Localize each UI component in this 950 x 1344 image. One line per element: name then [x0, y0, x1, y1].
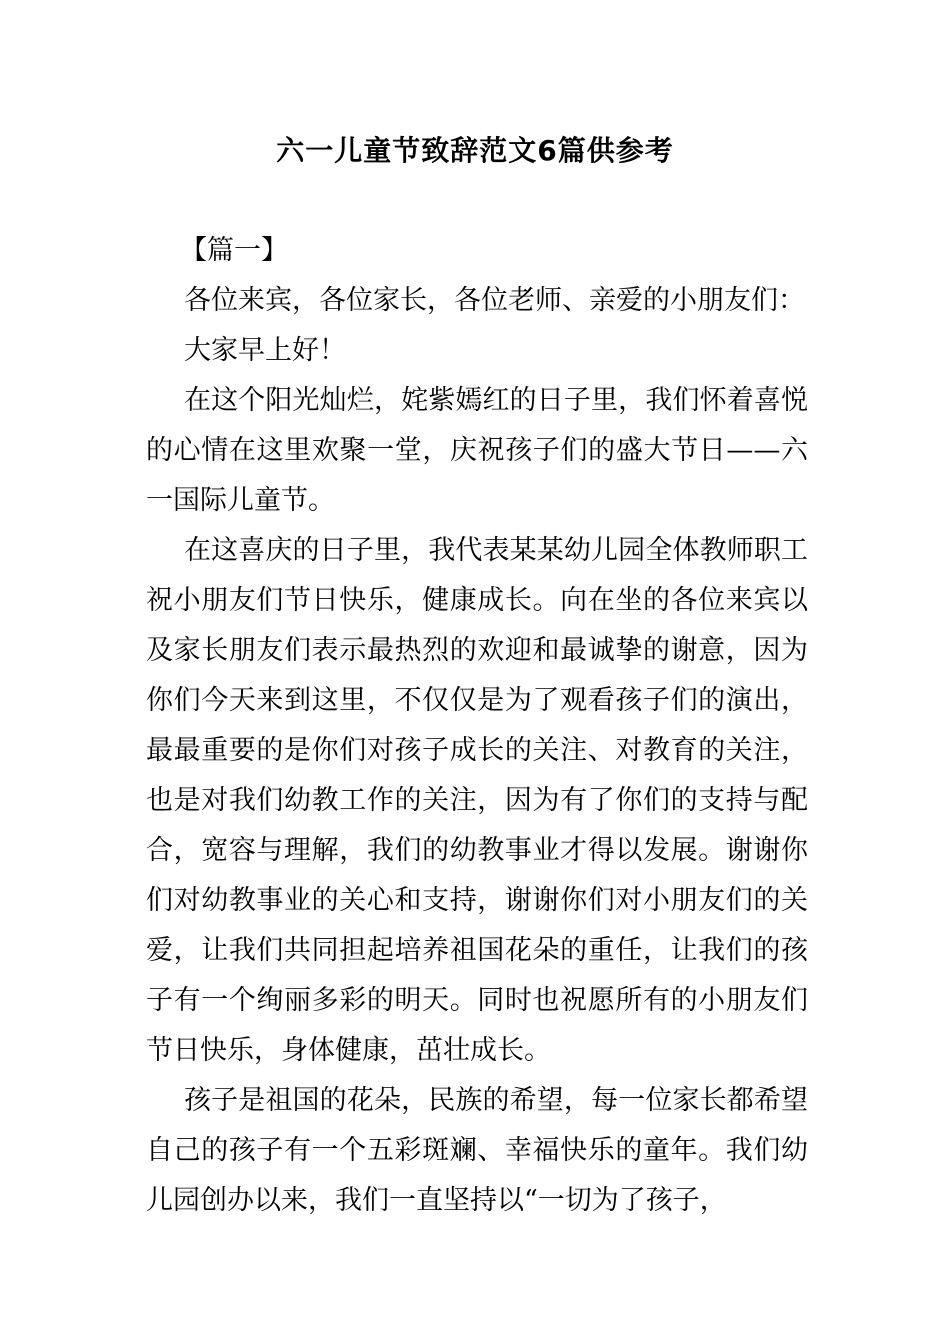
- paragraph-opening: 在这个阳光灿烂，姹紫嫣红的日子里，我们怀着喜悦的心情在这里欢聚一堂，庆祝孩子们的盛大节日——六一国际儿童节。: [146, 385, 808, 516]
- paragraph-thanks: 在这喜庆的日子里，我代表某某幼儿园全体教师职工祝小朋友们节日快乐，健康成长。向在坐的各位来宾以及家长朋友们表示最热烈的欢迎和最诚挚的谢意，因为你们今天来到这里，不仅仅是为了观看孩子们的演出，最最重要的是你们对孩子成长的关注、对教育的关注，也是对我们幼教工作的关注，因为有了你们的支持与配合，宽容与理解，我们的幼教事业才得以发展。谢谢你们对幼教事业的关心和支持，谢谢你们对小朋友们的关爱，让我们共同担起培养祖国花朵的重任，让我们的孩子有一个绚丽多彩的明天。同时也祝愿所有的小朋友们节日快乐，身体健康，茁壮成长。: [146, 535, 808, 1066]
- paragraph-greeting: 大家早上好！: [184, 335, 346, 366]
- document-title: 六一儿童节致辞范文6篇供参考: [276, 134, 674, 167]
- paragraph-children: 孩子是祖国的花朵，民族的希望，每一位家长都希望自己的孩子有一个五彩斑斓、幸福快乐的童年。我们幼儿园创办以来，我们一直坚持以“一切为了孩子，: [146, 1085, 808, 1216]
- paragraph-salutation: 各位来宾，各位家长，各位老师、亲爱的小朋友们：: [184, 285, 805, 316]
- section-heading: 【篇一】: [180, 235, 288, 266]
- document-body: [146, 226, 808, 1226]
